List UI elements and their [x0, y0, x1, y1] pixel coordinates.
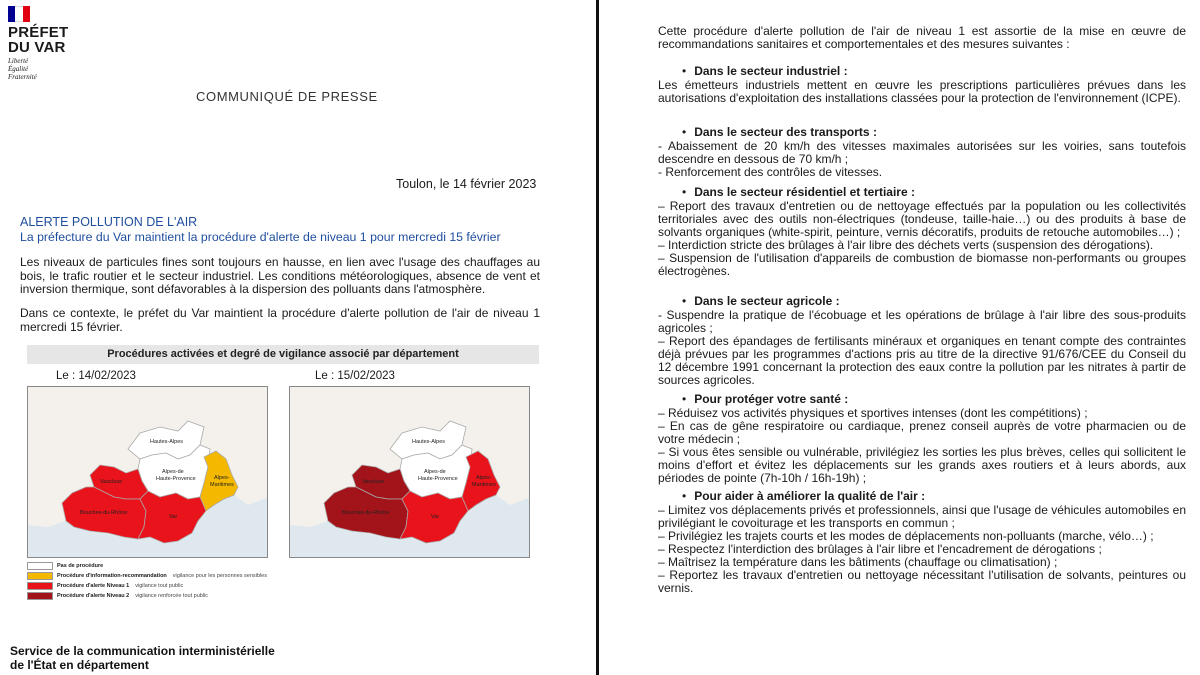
section-line: – Interdiction stricte des brûlages à l'air libre des déchets verts (suspension des dérogations).: [658, 238, 1154, 252]
paragraph-context: Les niveaux de particules fines sont toujours en hausse, en lien avec l'usage des chauffages au bois, le trafic routier et le secteur industriel. Les conditions météorologiques, absence de vent et inversion thermique, sont défavorables à la dispersion des polluants dans l'atmosphère.: [20, 255, 540, 296]
section-line: – Si vous êtes sensible ou vulnérable, privilégiez les sorties les plus brèves, celles qui sollicitent le moins d'effort et évitez les déplacements sur les grands axes routiers et à leurs abords, aux périodes de pointe (7h-10h / 16h-19h) ;: [658, 445, 1186, 485]
section-line: Les émetteurs industriels mettent en œuvre les prescriptions particulières prévues dans les autorisations d'exploitation des installations classées pour la protection de l'environnement (ICPE).: [658, 78, 1186, 105]
legend-note: vigilance tout public: [135, 583, 184, 589]
legend-row: [27, 591, 267, 601]
department-label: Var: [431, 514, 440, 520]
map-date-15feb: Le : 15/02/2023: [315, 370, 395, 382]
section-title: • Dans le secteur industriel :: [658, 65, 1186, 78]
press-release-title: COMMUNIQUÉ DE PRESSE: [196, 89, 378, 104]
map-date-14feb: Le : 14/02/2023: [56, 370, 136, 382]
prefecture-logo: [8, 6, 128, 81]
legend-swatch: [27, 562, 53, 570]
legend-row: [27, 581, 267, 591]
department-label: Hautes-Alpes: [150, 439, 184, 445]
legend-note: vigilance pour les personnes sensibles: [172, 573, 267, 579]
section-line: – Suspension de l'utilisation d'appareils de combustion de biomasse non-performants ou groupes électrogènes.: [658, 251, 1186, 278]
department-label: Vaucluse: [362, 479, 385, 485]
left-page: [0, 0, 596, 675]
department-label: Hautes-Alpes: [412, 439, 446, 445]
footer-service: Service de la communication interministérielle de l'État en département: [10, 644, 275, 672]
section-agricultural: [658, 295, 1186, 387]
logo-title: PRÉFET DU VAR: [8, 24, 69, 56]
department-label: Alpes-: [476, 475, 492, 481]
section-residential: [658, 186, 1186, 278]
legend-note: vigilance renforcée tout public: [135, 593, 208, 599]
legend-label: Procédure d'information-recommandation: [57, 573, 167, 579]
legend-swatch: [27, 592, 53, 600]
department-label: Haute-Provence: [418, 476, 458, 482]
legend-label: Procédure d'alerte Niveau 1: [57, 583, 130, 589]
section-title: • Pour aider à améliorer la qualité de l'air :: [658, 490, 1186, 503]
department-label: Vaucluse: [100, 479, 123, 485]
paragraph-decision: Dans ce contexte, le préfet du Var maintient la procédure d'alerte pollution de l'air de niveau 1 mercredi 15 février.: [20, 306, 540, 334]
department-label: Bouches-du-Rhône: [80, 510, 128, 516]
section-title: • Pour protéger votre santé :: [658, 393, 1186, 406]
legend-label: Pas de procédure: [57, 563, 104, 569]
department-map: [28, 387, 268, 558]
section-line: – Report des épandages de fertilisants minéraux et organiques en tenant compte des contraintes déjà prévues par les programmes d'actions pris au titre de la directive 91/676/CEE du Conseil du 12 décembre 1991 concernant la protection des eaux contre la pollution par les nitrates à partir de sources agricoles.: [658, 334, 1186, 387]
section-line: - Renforcement des contrôles de vitesses.: [658, 165, 883, 179]
right-page: [600, 0, 1200, 675]
section-line: – En cas de gêne respiratoire ou cardiaque, prenez conseil auprès de votre pharmacien ou de votre médecin ;: [658, 419, 1186, 446]
legend-swatch: [27, 582, 53, 590]
section-health: [658, 393, 1186, 485]
section-line: - Abaissement de 20 km/h des vitesses maximales autorisées sur les voiries, sans toutefois descendre en dessous de 70 km/h ;: [658, 139, 1186, 166]
date-line: Toulon, le 14 février 2023: [396, 177, 537, 191]
department-label: Alpes-: [214, 475, 230, 481]
legend-label: Procédure d'alerte Niveau 2: [57, 593, 130, 599]
section-transport: [658, 126, 1186, 179]
french-flag-icon: [8, 6, 30, 22]
section-title: • Dans le secteur agricole :: [658, 295, 1186, 308]
map-14feb: [27, 386, 268, 558]
section-title: • Dans le secteur résidentiel et tertiaire :: [658, 186, 1186, 199]
section-line: – Reportez les travaux d'entretien ou nettoyage nécessitant l'utilisation de solvants, peintures ou vernis.: [658, 568, 1186, 595]
department-label: Alpes-de: [424, 469, 446, 475]
department-label: Haute-Provence: [156, 476, 196, 482]
legend-row: [27, 571, 267, 581]
department-label: Bouches-du-Rhône: [342, 510, 390, 516]
department-label: Var: [169, 514, 178, 520]
section-line: – Respectez l'interdiction des brûlages à l'air libre et l'encadrement de dérogations ;: [658, 542, 1102, 556]
section-line: – Maîtrisez la température dans les bâtiments (chauffage ou climatisation) ;: [658, 555, 1058, 569]
section-line: – Privilégiez les trajets courts et les modes de déplacements non-polluants (marche, vélo…) ;: [658, 529, 1154, 543]
section-title: • Dans le secteur des transports :: [658, 126, 1186, 139]
logo-motto: Liberté Égalité Fraternité: [8, 57, 37, 81]
legend-swatch: [27, 572, 53, 580]
legend-row: [27, 561, 267, 571]
section-line: – Réduisez vos activités physiques et sportives intenses (dont les compétitions) ;: [658, 406, 1088, 420]
section-line: – Report des travaux d'entretien ou de nettoyage effectués par la population ou les collectivités territoriales avec des outils non-électriques (tondeuse, taille-haie…) ou des produits à base de solvants organiques (white-spirit, peinture, vernis décoratifs, produits de retouche automobiles…) ;: [658, 199, 1186, 239]
department-map: [290, 387, 530, 558]
section-air-quality: [658, 490, 1186, 595]
department-label: Maritimes: [472, 482, 496, 488]
measures-intro: Cette procédure d'alerte pollution de l'air de niveau 1 est assortie de la mise en œuvre de recommandations sanitaires et comportementales et des mesures suivantes :: [658, 24, 1186, 51]
map-15feb: [289, 386, 530, 558]
page-divider: [596, 0, 599, 675]
section-industrial: [658, 65, 1186, 105]
department-label: Alpes-de: [162, 469, 184, 475]
alert-subtitle: La préfecture du Var maintient la procédure d'alerte de niveau 1 pour mercredi 15 février: [20, 230, 501, 244]
section-line: - Suspendre la pratique de l'écobuage et les opérations de brûlage à l'air libre des sous-produits agricoles ;: [658, 308, 1186, 335]
department-label: Maritimes: [210, 482, 234, 488]
figure-header: Procédures activées et degré de vigilance associé par département: [27, 345, 539, 364]
section-line: – Limitez vos déplacements privés et professionnels, ainsi que l'usage de véhicules automobiles en privilégiant le covoiturage et les transports en commun ;: [658, 503, 1186, 530]
alert-title: ALERTE POLLUTION DE L'AIR: [20, 215, 198, 229]
map-legend: [27, 561, 267, 601]
